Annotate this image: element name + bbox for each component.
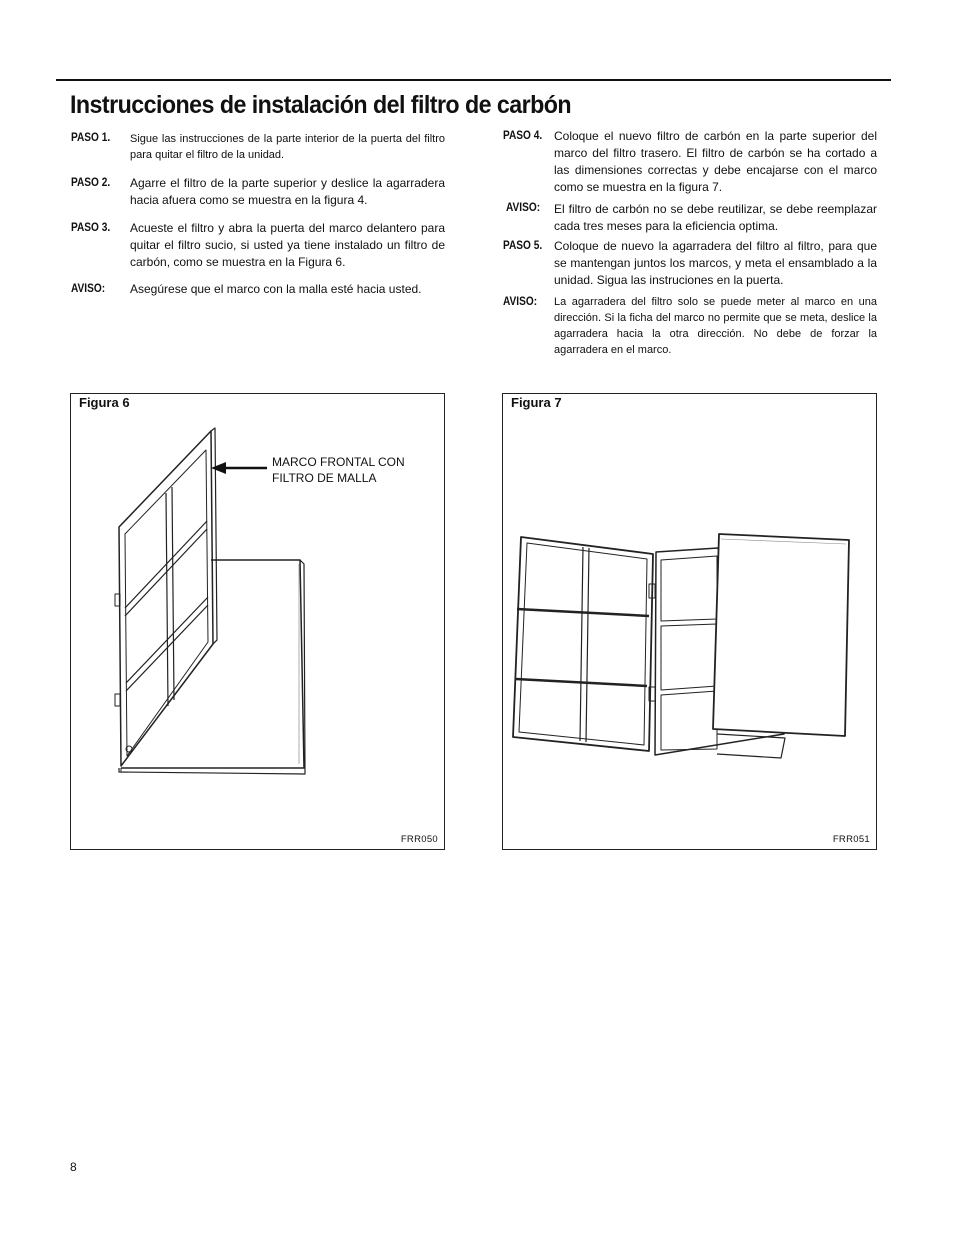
step-text: Asegúrese que el marco con la malla esté hacia usted.	[130, 282, 422, 296]
step-paso-5	[503, 238, 878, 290]
step-label: PASO 2.	[71, 177, 111, 189]
step-paso-1	[71, 130, 446, 166]
figure-code: FRR051	[832, 834, 870, 845]
step-text: Coloque el nuevo filtro de carbón en la parte superior del marco del filtro trasero. El filtro de carbón se ha cortado a las dimensiones correctas y debe encajarse con el marco como se muestra en la figura 7.	[554, 129, 877, 194]
page-title: Instrucciones de instalación del filtro de carbón	[70, 91, 572, 119]
callout-text	[272, 454, 405, 486]
step-label: AVISO:	[506, 202, 541, 214]
callout-line: FILTRO DE MALLA	[272, 471, 377, 485]
callout-arrow	[211, 462, 267, 474]
step-label: PASO 3.	[71, 222, 111, 234]
step-text: La agarradera del filtro solo se puede meter al marco en una dirección. Si la ficha del marco no permite que se meta, deslice la agarradera hacia la otra dirección. No debe de forzar la agarradera en el marco.	[554, 296, 877, 356]
step-paso-4	[503, 128, 878, 198]
step-aviso-right-1	[503, 200, 878, 236]
figure-7	[502, 393, 877, 850]
step-label: PASO 1.	[71, 132, 111, 144]
figure-7-illustration	[503, 394, 875, 848]
step-aviso-left	[71, 281, 446, 301]
step-text: Agarre el filtro de la parte superior y deslice la agarradera hacia afuera como se muestra en la figura 4.	[130, 176, 445, 207]
step-text: El filtro de carbón no se debe reutilizar, se debe reemplazar cada tres meses para la eficiencia optima.	[554, 202, 877, 233]
step-label: AVISO:	[503, 296, 538, 308]
step-label: AVISO:	[71, 283, 106, 295]
step-text: Sigue las instrucciones de la parte interior de la puerta del filtro para quitar el filtro de la unidad.	[130, 133, 445, 161]
step-text: Coloque de nuevo la agarradera del filtro al filtro, para que se mantengan juntos los marcos, y meta el ensamblado a la unidad. Sigua las instruciones en la puerta.	[554, 239, 877, 287]
step-paso-3	[71, 220, 446, 272]
header-rule	[56, 79, 891, 81]
step-paso-2	[71, 175, 446, 211]
callout-line: MARCO FRONTAL CON	[272, 455, 405, 469]
page-number: 8	[70, 1160, 77, 1174]
figure-label: Figura 7	[511, 395, 562, 410]
figure-label: Figura 6	[79, 395, 130, 410]
step-aviso-right-2	[503, 294, 878, 360]
figure-6	[70, 393, 445, 850]
figure-code: FRR050	[400, 834, 438, 845]
step-text: Acueste el filtro y abra la puerta del marco delantero para quitar el filtro sucio, si usted ya tiene instalado un filtro de carbón, como se muestra en la Figura 6.	[130, 221, 445, 269]
step-label: PASO 5.	[503, 240, 543, 252]
step-label: PASO 4.	[503, 130, 543, 142]
